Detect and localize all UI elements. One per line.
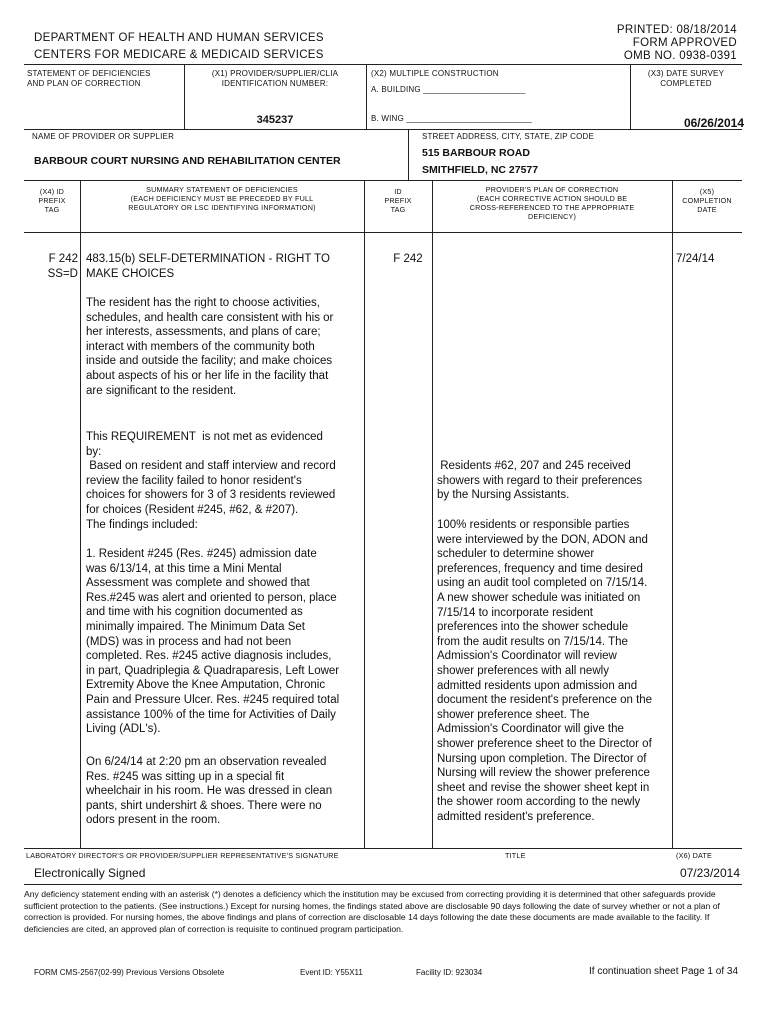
department-line-1: DEPARTMENT OF HEALTH AND HUMAN SERVICES xyxy=(34,32,324,44)
x3-label: (X3) DATE SURVEY COMPLETED xyxy=(647,69,725,88)
x3-value: 06/26/2014 xyxy=(683,116,744,130)
x1-label: (X1) PROVIDER/SUPPLIER/CLIA IDENTIFICATION NUMBER: xyxy=(211,69,339,88)
id-header: ID PREFIX TAG xyxy=(384,187,412,214)
page-indicator: If continuation sheet Page 1 of 34 xyxy=(589,966,738,977)
address-label: STREET ADDRESS, CITY, STATE, ZIP CODE xyxy=(422,132,595,141)
left-tag: F 242 xyxy=(48,253,78,265)
completion-date: 7/24/14 xyxy=(676,253,715,265)
printed-date: PRINTED: 08/18/2014 xyxy=(616,24,737,36)
department-line-2: CENTERS FOR MEDICARE & MEDICAID SERVICES xyxy=(34,49,324,61)
deficiency-title: 483.15(b) SELF-DETERMINATION - RIGHT TO MAKE CHOICES xyxy=(86,253,330,280)
right-tag: F 242 xyxy=(393,253,423,265)
date-label: (X6) DATE xyxy=(676,851,713,860)
x1-value: 345237 xyxy=(256,114,294,126)
facility-id: Facility ID: 923034 xyxy=(416,968,483,977)
x2-building: A. BUILDING ______________________ xyxy=(371,85,526,94)
address-line-1: 515 BARBOUR ROAD xyxy=(422,147,530,159)
statement-label: STATEMENT OF DEFICIENCIES AND PLAN OF CORRECTION xyxy=(27,69,151,88)
finding-1-paragraph: 1. Resident #245 (Res. #245) admission date was 6/13/14, at this time a Mini Mental Assessment was complete and showed that Res.#245 was alert and oriented to person, place and time with his cognition documented as minimally impaired. The Minimum Data Set (MDS) was in process and had not been completed. Res. #245 active diagnosis includes, in part, Quadriplegia & Quadraparesis, Left Lower Extremity Above the Knee Amputation, Chronic Pain and Pressure Ulcer. Res. #245 required total assistance 100% of the time for Activities of Daily Living (ADL's). xyxy=(86,548,340,736)
provider-name: BARBOUR COURT NURSING AND REHABILITATION CENTER xyxy=(34,155,341,167)
requirement-paragraph: This REQUIREMENT is not met as evidenced by: Based on resident and staff interview and record review the facility failed to honor resident's choices for showers for 3 of 3 residents reviewed for choices (Resident #245, #62, & #207). The findings included: xyxy=(86,431,336,531)
severity-scope: SS=D xyxy=(47,268,78,280)
x2-wing: B. WING ___________________________ xyxy=(371,114,532,123)
summary-header: SUMMARY STATEMENT OF DEFICIENCIES (EACH DEFICIENCY MUST BE PRECEDED BY FULL REGULATORY OR LSC IDENTIFYING INFORMATION) xyxy=(128,185,316,212)
plan-paragraph-2: 100% residents or responsible parties were interviewed by the DON, ADON and scheduler to determine shower preferences, frequency and time desired using an audit tool completed on 7/15/14. A new shower schedule was initiated on 7/15/14 to incorporate resident preferences into the shower schedule from the audit results on 7/15/14. The Admission's Coordinator will review shower preferences with all newly admitted residents upon admission and document the resident's preference on the shower preference sheet. The Admission's Coordinator will give the shower preference sheet to the Director of Nursing upon completion. The Director of Nursing will review the shower preference sheet and revise the shower sheet kept in the shower room according to the newly admitted resident's preference. xyxy=(437,519,653,823)
signature-value: Electronically Signed xyxy=(34,866,146,880)
x4-header: (X4) ID PREFIX TAG xyxy=(38,187,66,214)
provider-label: NAME OF PROVIDER OR SUPPLIER xyxy=(32,132,175,141)
signature-label: LABORATORY DIRECTOR'S OR PROVIDER/SUPPLIER REPRESENTATIVE'S SIGNATURE xyxy=(26,851,339,860)
form-id: FORM CMS-2567(02-99) Previous Versions Obsolete xyxy=(34,968,225,977)
event-id: Event ID: Y55X11 xyxy=(300,968,363,977)
omb-number: OMB NO. 0938-0391 xyxy=(623,50,737,62)
title-label: TITLE xyxy=(505,851,526,860)
signature-date: 07/23/2014 xyxy=(679,866,740,880)
address-line-2: SMITHFIELD, NC 27577 xyxy=(422,164,539,176)
regulation-paragraph: The resident has the right to choose activities, schedules, and health care consistent with his or her interests, assessments, and plans of care; interact with members of the community both inside and outside the facility; and make choices about aspects of his or her life in the facility that are significant to the resident. xyxy=(86,297,334,397)
x5-header: (X5) COMPLETION DATE xyxy=(682,187,732,214)
plan-paragraph-1: Residents #62, 207 and 245 received showers with regard to their preferences by the Nursing Assistants. xyxy=(437,460,643,502)
disclosure-notice: Any deficiency statement ending with an asterisk (*) denotes a deficiency which the institution may be excused from correcting providing it is determined that other safeguards provide sufficient protection to the patients. (See instructions.) Except for nursing homes, the findings stated above are disclosable 90 days following the date of survey whether or not a plan of correction is provided. For nursing homes, the above findings and plans of correction are disclosable 14 days following the date these documents are made available to the facility. If deficiencies are cited, an approved plan of correction is requisite to continued program participation. xyxy=(24,889,720,934)
plan-header: PROVIDER'S PLAN OF CORRECTION (EACH CORRECTIVE ACTION SHOULD BE CROSS-REFERENCED TO THE APPROPRIATE DEFICIENCY) xyxy=(469,185,635,221)
observation-paragraph: On 6/24/14 at 2:20 pm an observation revealed Res. #245 was sitting up in a special fit wheelchair in his room. He was dressed in clean pants, shirt undershirt & shoes. There were no odors present in the room. xyxy=(86,756,333,827)
form-approved: FORM APPROVED xyxy=(632,37,737,49)
x2-label: (X2) MULTIPLE CONSTRUCTION xyxy=(371,69,499,78)
